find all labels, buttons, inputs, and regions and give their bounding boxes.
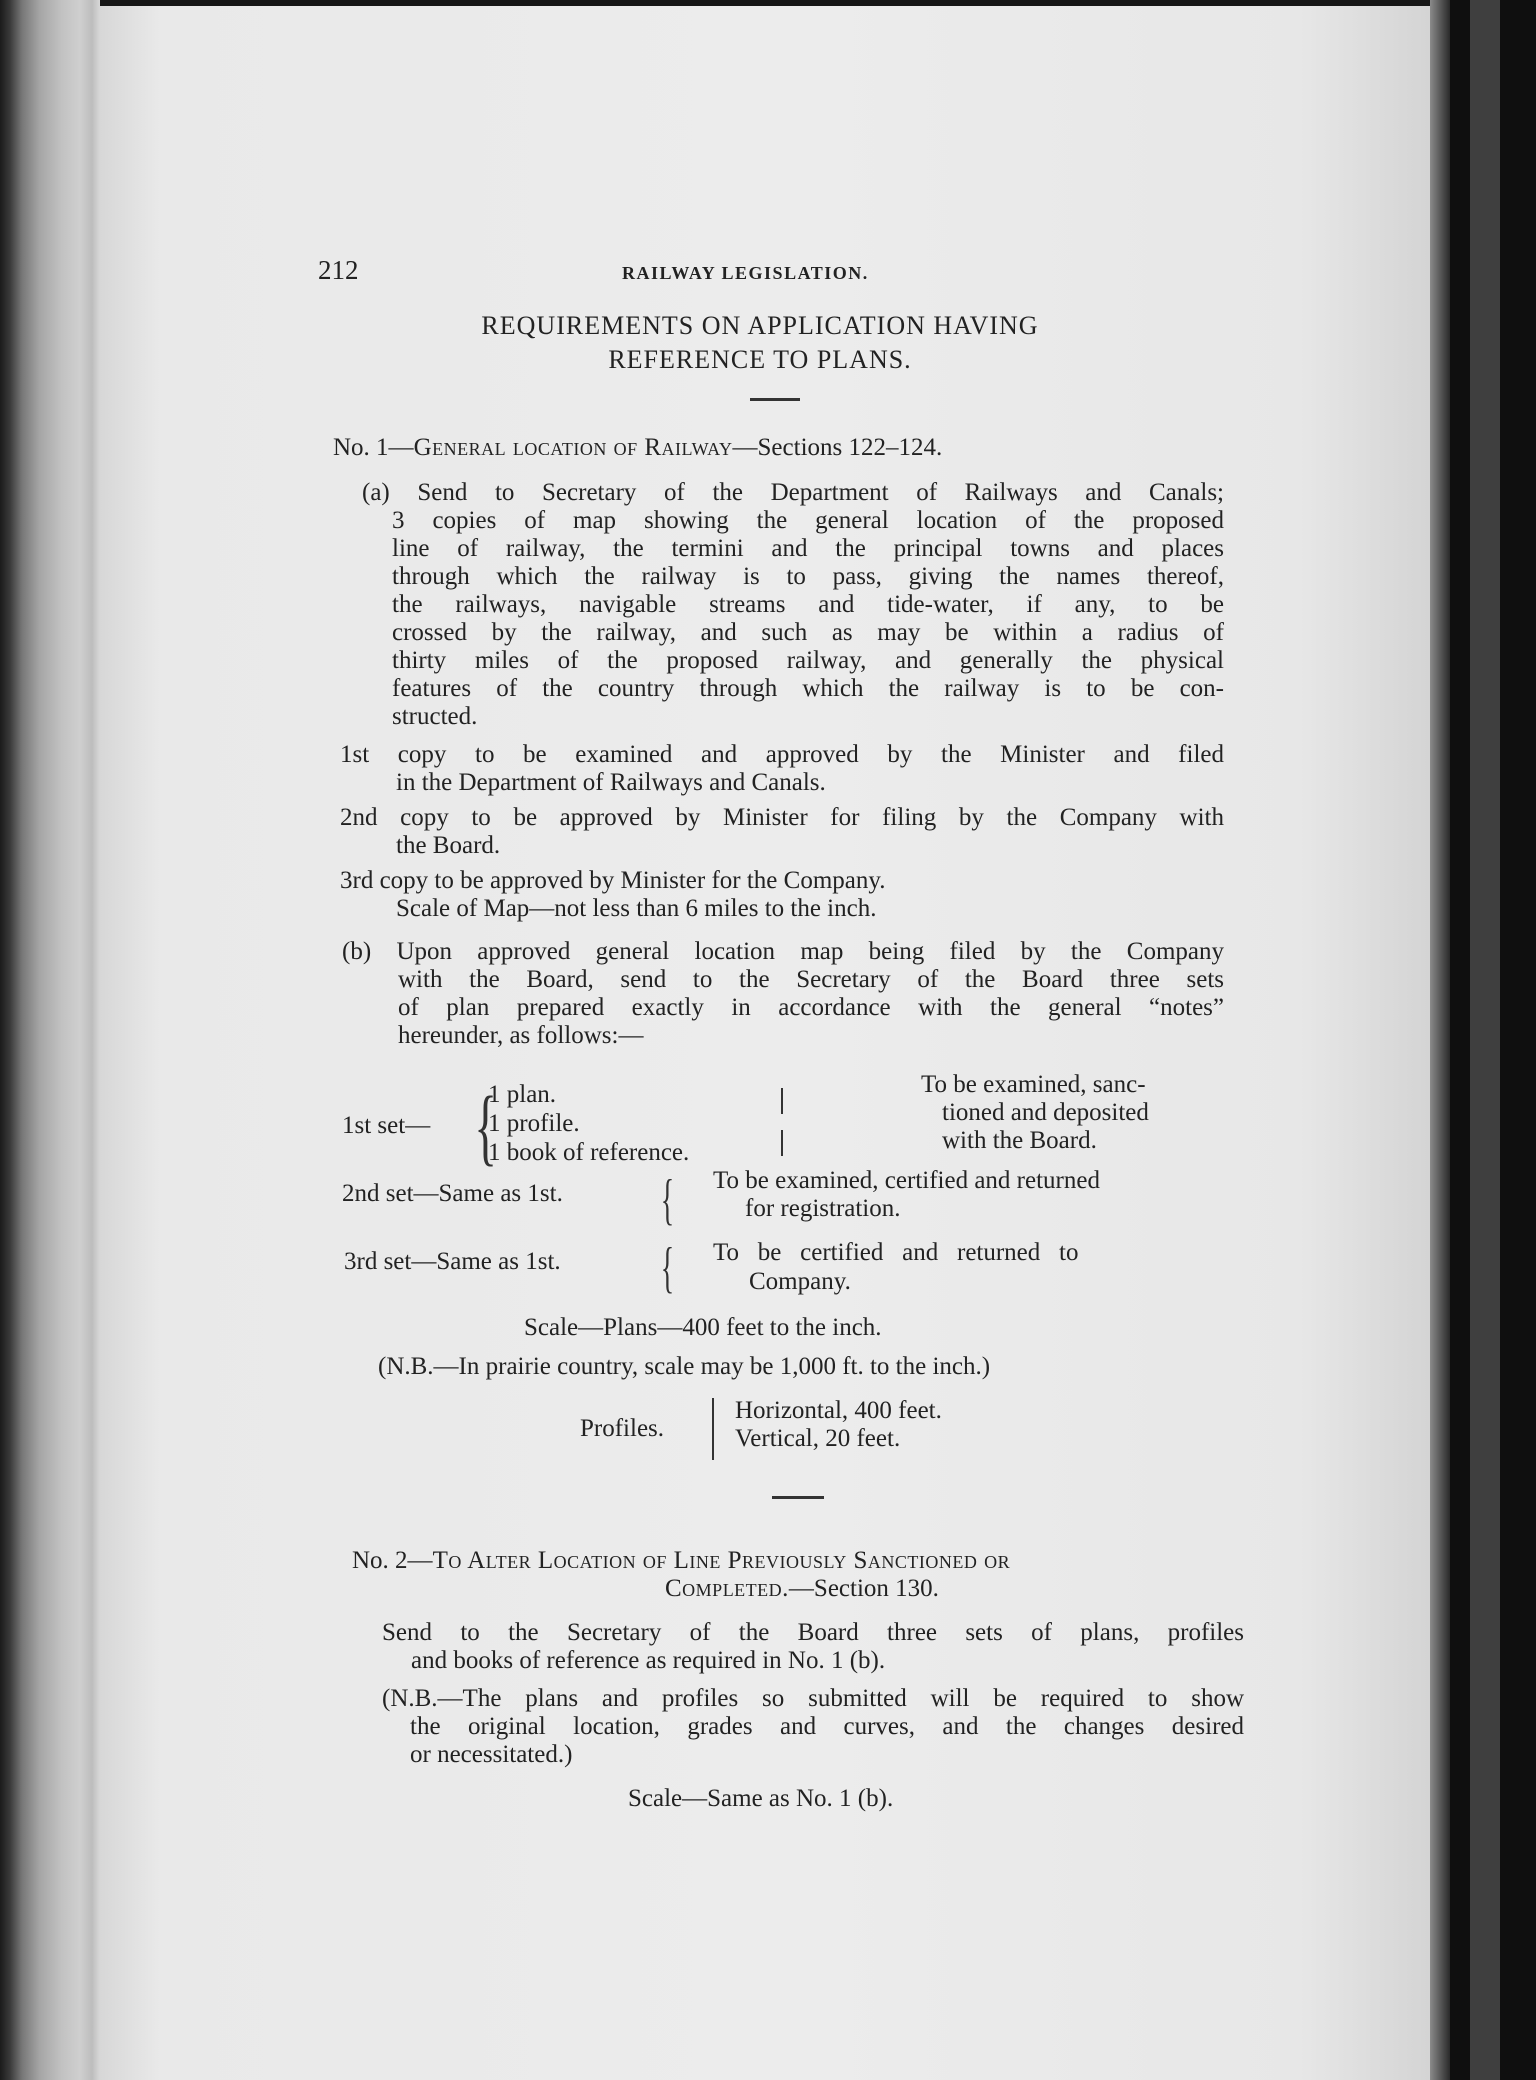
page-gutter-shadow (1430, 0, 1450, 2080)
para-b-line: of plan prepared exactly in accordance with the general “notes” (398, 994, 1224, 1021)
para-a-line: features of the country through which the railway is to be con- (392, 675, 1224, 702)
brace: { (660, 1237, 675, 1299)
para-b-line: hereunder, as follows:— (398, 1022, 644, 1049)
set-1-label: 1st set— (342, 1112, 431, 1139)
copy-2-line: the Board. (396, 832, 501, 859)
para-a-line: through which the railway is to pass, giving the names thereof, (392, 563, 1224, 590)
set-1-item: 1 profile. (488, 1110, 580, 1137)
facing-page-sliver (1470, 0, 1500, 2080)
set-1-item: 1 book of reference. (488, 1139, 690, 1166)
para-b-line: with the Board, send to the Secretary of the Board three sets (398, 966, 1224, 993)
right-brace-upper (781, 1088, 783, 1114)
section-2-para-line: Send to the Secretary of the Board three sets of plans, profiles (382, 1619, 1244, 1646)
para-a-line: line of railway, the termini and the principal towns and places (392, 535, 1224, 562)
section-divider (772, 1496, 824, 1499)
left-brace: { (474, 1078, 497, 1174)
section-2-heading-prefix: No. 2— (352, 1547, 433, 1574)
profiles-divider (712, 1398, 714, 1460)
title-divider (750, 398, 800, 401)
set-3-label: 3rd set—Same as 1st. (344, 1248, 561, 1275)
section-2-heading-title-cont: Completed. (665, 1575, 789, 1602)
profiles-value: Horizontal, 400 feet. (735, 1397, 942, 1424)
right-brace-lower (781, 1130, 783, 1156)
profiles-value: Vertical, 20 feet. (735, 1425, 901, 1452)
copy-3-line: 3rd copy to be approved by Minister for the Company. (340, 867, 886, 894)
profiles-label: Profiles. (580, 1415, 665, 1442)
set-3-note-line: Company. (749, 1268, 851, 1295)
para-b-line: (b) Upon approved general location map being filed by the Company (342, 938, 1224, 965)
copy-2-line: 2nd copy to be approved by Minister for filing by the Company with (340, 804, 1224, 831)
running-title: RAILWAY LEGISLATION. (622, 263, 869, 283)
section-1-heading-suffix: —Sections 122–124. (732, 434, 943, 461)
section-2-scale: Scale—Same as No. 1 (b). (628, 1785, 894, 1812)
section-2-nb-line: the original location, grades and curves, and the changes desired (410, 1713, 1244, 1740)
section-2-heading-suffix: —Section 130. (788, 1575, 939, 1602)
para-a-line: (a) Send to Secretary of the Department of Railways and Canals; (362, 479, 1224, 506)
page-title-line-2: REFERENCE TO PLANS. (608, 345, 912, 374)
section-1-heading-prefix: No. 1— (333, 434, 414, 461)
copy-1-line: 1st copy to be examined and approved by the Minister and filed (340, 741, 1224, 768)
set-3-note-line: To be certified and returned to (713, 1239, 1079, 1266)
section-2-heading-title: To Alter Location of Line Previously Sanctioned or (432, 1547, 1011, 1574)
section-1-heading-title: General location of Railway (413, 434, 733, 461)
set-1-item: 1 plan. (488, 1081, 557, 1108)
para-a-line: the railways, navigable streams and tide-water, if any, to be (392, 591, 1224, 618)
book-spine-edge (0, 0, 100, 2080)
section-2-heading-line-1 (352, 1546, 1010, 1576)
set-2-note-line: for registration. (745, 1195, 901, 1222)
scale-plans: Scale—Plans—400 feet to the inch. (524, 1314, 882, 1341)
para-a-line: 3 copies of map showing the general location of the proposed (392, 507, 1224, 534)
para-a-line: structed. (392, 703, 478, 730)
para-a-line: crossed by the railway, and such as may be within a radius of (392, 619, 1224, 646)
set-1-note-line: To be examined, sanc- (921, 1071, 1146, 1098)
set-1-note-line: with the Board. (942, 1127, 1097, 1154)
copy-1-line: in the Department of Railways and Canals. (396, 769, 826, 796)
section-2-para-line: and books of reference as required in No. 1 (b). (411, 1647, 886, 1674)
set-2-note-line: To be examined, certified and returned (713, 1167, 1100, 1194)
copy-3-line: Scale of Map—not less than 6 miles to the inch. (396, 895, 877, 922)
section-2-heading-line-2 (665, 1574, 939, 1604)
page-title-line-1: REQUIREMENTS ON APPLICATION HAVING (481, 311, 1039, 340)
section-2-nb-line: or necessitated.) (410, 1741, 573, 1768)
nb-prairie: (N.B.—In prairie country, scale may be 1,000 ft. to the inch.) (378, 1353, 991, 1380)
brace: { (660, 1169, 675, 1231)
set-1-note-line: tioned and deposited (942, 1099, 1149, 1126)
page-number: 212 (318, 255, 359, 285)
set-2-label: 2nd set—Same as 1st. (342, 1180, 563, 1207)
para-a-line: thirty miles of the proposed railway, and generally the physical (392, 647, 1224, 674)
section-1-heading (333, 433, 942, 463)
section-2-nb-line: (N.B.—The plans and profiles so submitted will be required to show (382, 1685, 1244, 1712)
